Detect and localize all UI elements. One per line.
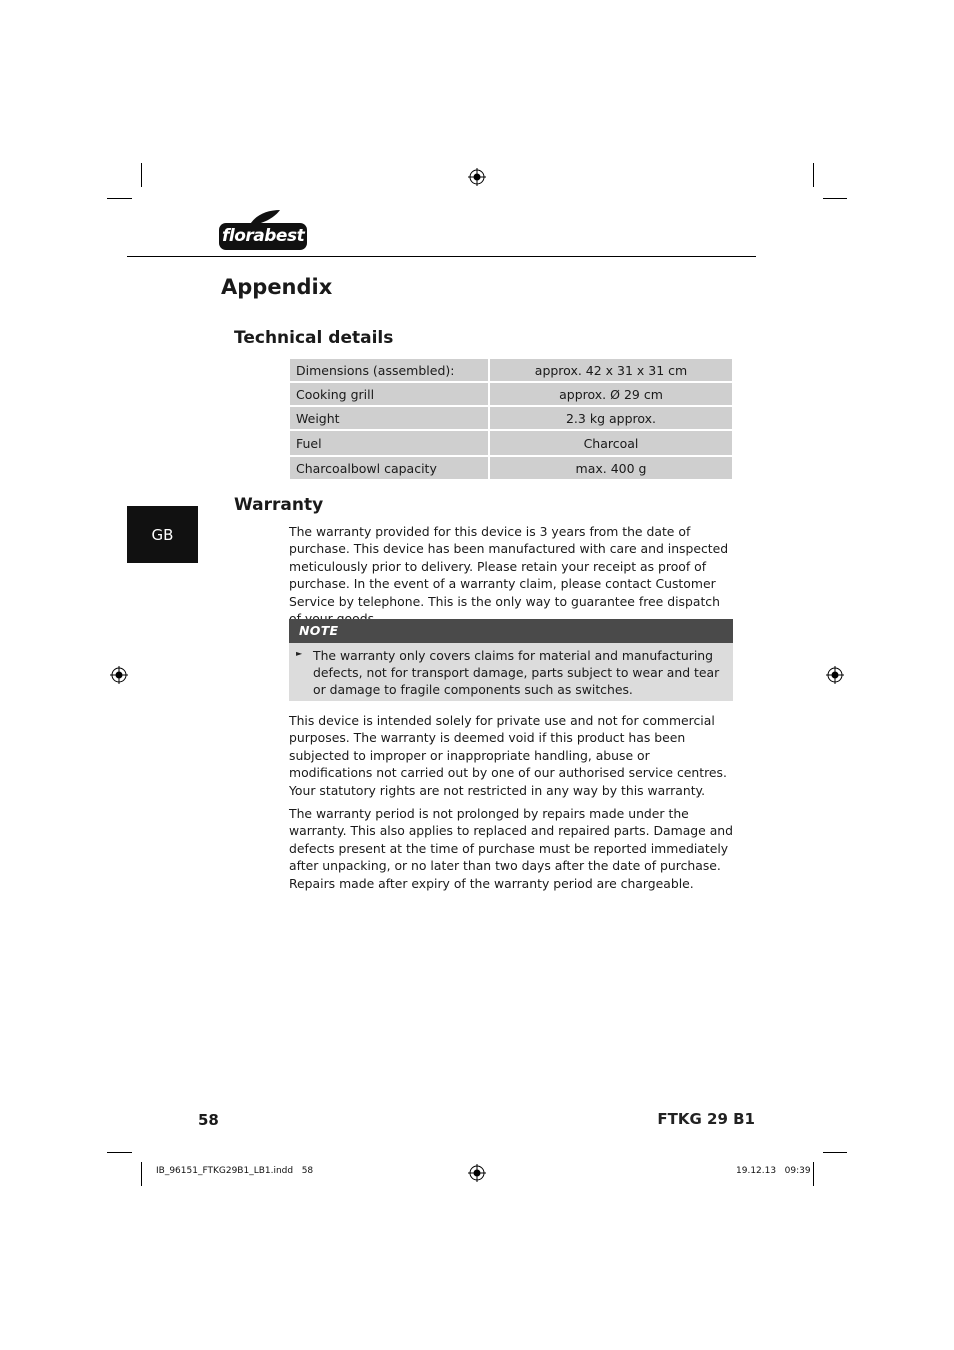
spec-value: 2.3 kg approx. <box>490 407 732 431</box>
registration-mark-icon <box>826 666 844 684</box>
technical-details-table <box>290 359 732 481</box>
registration-mark-icon <box>468 168 486 186</box>
slug-date: 19.12.13 09:39 <box>736 1166 811 1176</box>
registration-mark-icon <box>110 666 128 684</box>
registration-mark-icon <box>468 1164 486 1182</box>
spec-value: Charcoal <box>490 431 732 457</box>
language-tab-label: GB <box>151 525 174 544</box>
table-row <box>290 383 732 407</box>
note-header <box>289 619 733 643</box>
table-row <box>290 407 732 431</box>
logo-text: florabest <box>222 226 305 246</box>
crop-mark <box>823 198 847 199</box>
warranty-paragraph-3: The warranty period is not prolonged by repairs made under the warranty. This also applies to replaced and repaired parts. Damage and defects present at the time of purchase must be reported immediately after unpacking, or no later than two days after the date of purchase. Repairs made after expiry of the warranty period are chargeable. <box>289 806 734 891</box>
page-number: 58 <box>198 1111 219 1129</box>
section-title-technical: Technical details <box>234 328 394 348</box>
warranty-intro: The warranty provided for this device is 3 years from the date of purchase. This device has been manufactured with care and inspected meticulously prior to delivery. Please retain your receipt as proof of purchase. In the event of a warranty claim, please contact Customer Service by telephone. This is the only way to guarantee free dispatch <box>289 524 729 609</box>
note-label: NOTE <box>299 623 339 638</box>
triangle-bullet-icon: ► <box>296 649 303 658</box>
language-tab <box>127 506 198 563</box>
slug-filename: IB_96151_FTKG29B1_LB1.indd 58 <box>156 1166 314 1176</box>
header-rule <box>127 256 756 257</box>
spec-value: approx. Ø 29 cm <box>490 383 732 407</box>
model-number: FTKG 29 B1 <box>657 1110 755 1128</box>
section-title-warranty: Warranty <box>234 495 324 515</box>
crop-mark <box>813 163 814 187</box>
spec-label: Charcoalbowl capacity <box>290 457 490 481</box>
spec-value: max. 400 g <box>490 457 732 481</box>
crop-mark <box>107 198 132 199</box>
spec-value: approx. 42 x 31 x 31 cm <box>490 359 732 383</box>
table-row <box>290 359 732 383</box>
spec-label: Weight <box>290 407 490 431</box>
brand-logo <box>219 209 309 253</box>
spec-label: Fuel <box>290 431 490 457</box>
warranty-paragraph-2: This device is intended solely for private use and not for commercial purposes. The warranty is deemed void if this product has been subjected to improper or inappropriate handling, abuse or modifications not carried out by one of our authorised service centres. Your statutory rights are not restricted in any way by this warranty. <box>289 713 727 798</box>
table-row <box>290 431 732 457</box>
page-title: Appendix <box>221 275 333 299</box>
table-row <box>290 457 732 481</box>
crop-mark <box>141 1162 142 1186</box>
note-text: The warranty only covers claims for material and manufacturing defects, not for transport damage, parts subject to wear and tear or damage to fragile components such as switches. <box>313 648 720 698</box>
crop-mark <box>823 1152 847 1153</box>
spec-label: Cooking grill <box>290 383 490 407</box>
crop-mark <box>107 1152 132 1153</box>
spec-label: Dimensions (assembled): <box>290 359 490 383</box>
crop-mark <box>141 163 142 187</box>
crop-mark <box>813 1162 814 1186</box>
note-box <box>289 643 733 701</box>
